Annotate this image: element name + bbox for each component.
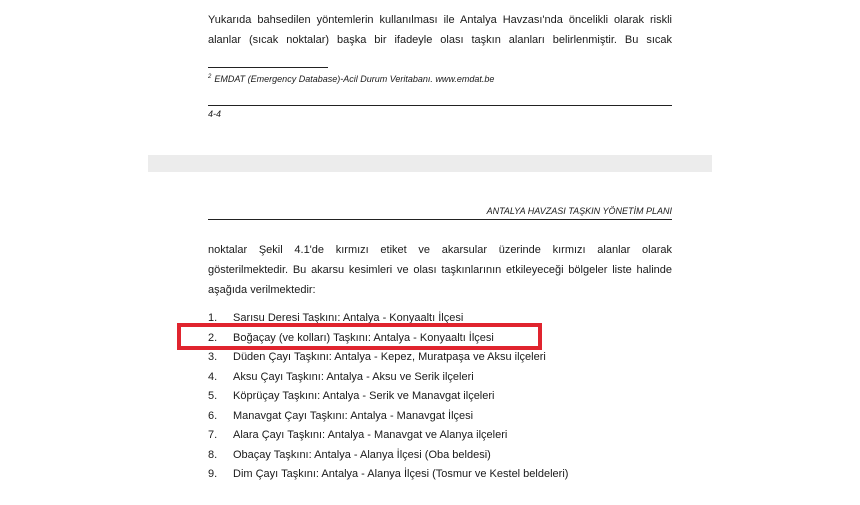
paragraph-line: alanlar (sıcak noktalar) başka bir ifadeyle olası taşkın alanları belirlenmiştir. Bu sıcak bbox=[208, 34, 672, 46]
list-item-number: 8. bbox=[208, 448, 218, 461]
footer-rule bbox=[208, 105, 672, 106]
highlight-annotation-box bbox=[177, 323, 542, 350]
list-item-number: 7. bbox=[208, 429, 218, 441]
footnote bbox=[208, 70, 494, 86]
page-gap bbox=[148, 155, 712, 172]
list-item-number: 4. bbox=[208, 370, 218, 383]
list-item-text: Dim Çayı Taşkını: Antalya - Alanya İlçesi (Tosmur ve Kestel beldeleri) bbox=[233, 468, 569, 480]
footnote-text: EMDAT (Emergency Database)-Acil Durum Veritabanı. www.emdat.be bbox=[214, 74, 495, 84]
list-item bbox=[208, 446, 672, 466]
list-item bbox=[208, 348, 672, 368]
list-item-text: Düden Çayı Taşkını: Antalya - Kepez, Muratpaşa ve Aksu ilçeleri bbox=[233, 351, 546, 363]
paragraph-line: gösterilmektedir. Bu akarsu kesimleri ve olası taşkınlarının etkileyeceği bölgeler liste halinde bbox=[208, 264, 672, 276]
list-item-number: 9. bbox=[208, 468, 218, 480]
paragraph-line: noktalar Şekil 4.1'de kırmızı etiket ve akarsular üzerinde kırmızı alanlar olarak bbox=[208, 244, 672, 256]
list-item-text: Boğaçay (ve kolları) Taşkını: Antalya - Konyaaltı İlçesi bbox=[233, 331, 494, 344]
header-rule bbox=[208, 219, 672, 220]
list-item-text: Aksu Çayı Taşkını: Antalya - Aksu ve Serik ilçeleri bbox=[233, 370, 474, 383]
page-number: 4-4 bbox=[208, 109, 222, 119]
paragraph-line: aşağıda verilmektedir: bbox=[208, 284, 316, 296]
list-item bbox=[208, 387, 672, 407]
list-item bbox=[208, 465, 672, 485]
footnote-marker: 2 bbox=[208, 74, 212, 80]
list-item bbox=[208, 426, 672, 446]
list-item-number: 6. bbox=[208, 409, 218, 422]
list-item-number: 2. bbox=[208, 331, 218, 344]
body-paragraph-top bbox=[208, 10, 672, 50]
list-item-number: 3. bbox=[208, 351, 218, 363]
list-item bbox=[208, 407, 672, 427]
footnote-separator bbox=[208, 67, 328, 68]
list-item-number: 1. bbox=[208, 312, 218, 324]
list-item-text: Köprüçay Taşkını: Antalya - Serik ve Manavgat ilçeleri bbox=[233, 390, 495, 402]
list-item-number: 5. bbox=[208, 390, 218, 402]
paragraph-line: Yukarıda bahsedilen yöntemlerin kullanılması ile Antalya Havzası'nda öncelikli olarak riskli bbox=[208, 14, 672, 26]
running-header-title: ANTALYA HAVZASI TAŞKIN YÖNETİM PLANI bbox=[486, 206, 672, 216]
list-item-text: Obaçay Taşkını: Antalya - Alanya İlçesi (Oba beldesi) bbox=[233, 448, 491, 461]
list-item-text: Alara Çayı Taşkını: Antalya - Manavgat ve Alanya ilçeleri bbox=[233, 429, 508, 441]
list-item-text: Sarısu Deresi Taşkını: Antalya - Konyaaltı İlçesi bbox=[233, 312, 464, 324]
list-item-text: Manavgat Çayı Taşkını: Antalya - Manavgat İlçesi bbox=[233, 409, 474, 422]
list-item bbox=[208, 368, 672, 388]
body-paragraph-bottom bbox=[208, 240, 672, 300]
